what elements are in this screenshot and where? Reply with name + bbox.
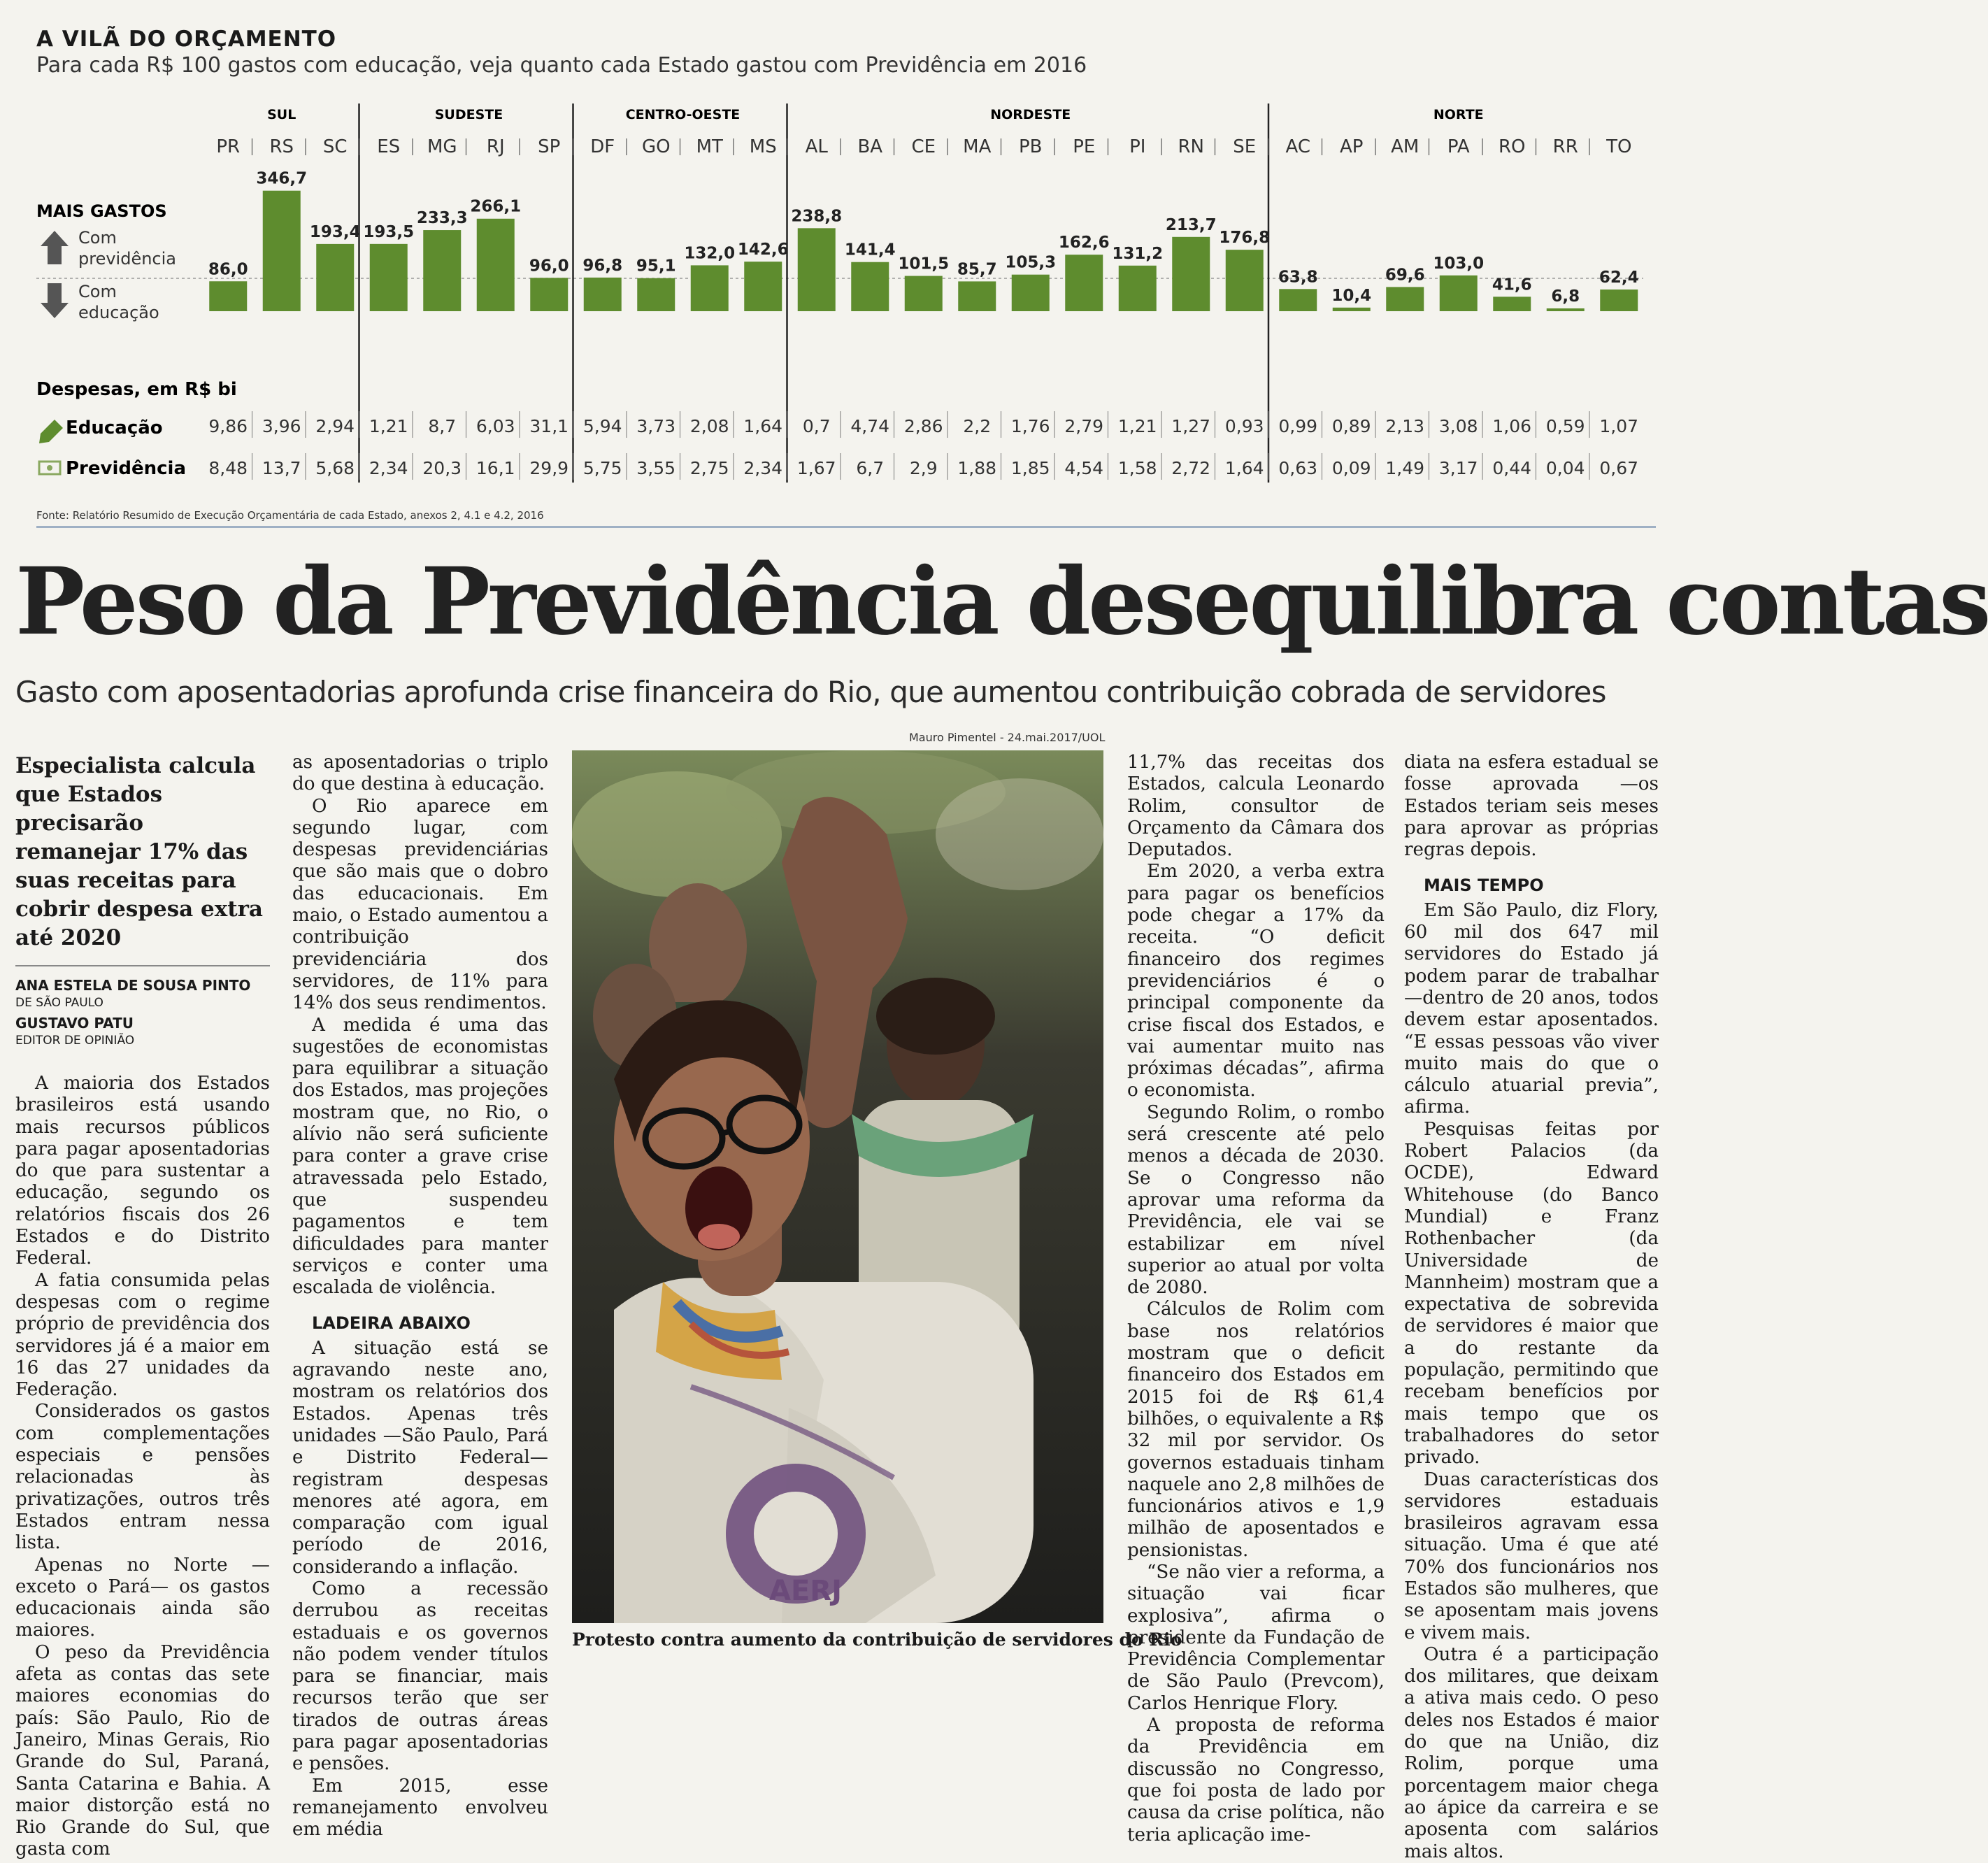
education-value: 1,64: [743, 416, 783, 436]
pension-value: 29,9: [529, 458, 569, 478]
pension-value: 3,17: [1438, 458, 1478, 478]
paragraph: Duas características dos servidores estaduais brasileiros agravam essa situação. Uma é que até 70% dos funcionários nos Estados são mulheres, que se aposentam mais jovens e vivem mais.: [1404, 1469, 1659, 1643]
legend-down-label-1: Com: [78, 282, 117, 301]
pension-value: 1,58: [1117, 458, 1157, 478]
bar-ma: [958, 281, 996, 311]
paragraph: A fatia consumida pelas despesas com o regime próprio de previdência dos servidores já é a maior em 16 das 27 unidades da Federação.: [15, 1269, 270, 1401]
education-value: 0,99: [1278, 416, 1318, 436]
paragraph: Apenas no Norte —exceto o Pará— os gastos educacionais ainda são maiores.: [15, 1554, 270, 1641]
value-label: 193,5: [363, 222, 415, 241]
author-1: ANA ESTELA DE SOUSA PINTO: [15, 977, 251, 994]
value-label: 238,8: [791, 207, 843, 226]
region-label: NORDESTE: [990, 107, 1071, 122]
pension-value: 1,67: [796, 458, 836, 478]
paragraph: Em 2015, esse remanejamento envolveu em média: [292, 1775, 548, 1841]
pension-value: 0,04: [1545, 458, 1585, 478]
pension-value: 0,44: [1492, 458, 1532, 478]
state-label: SP: [538, 136, 561, 157]
value-label: 141,4: [844, 241, 896, 259]
bar-pr: [209, 281, 247, 311]
state-label: SC: [322, 136, 348, 157]
infographic-subtitle: Para cada R$ 100 gastos com educação, veja quanto cada Estado gastou com Previdência em 2016: [36, 53, 1087, 78]
education-value: 6,03: [475, 416, 515, 436]
bar-rj: [477, 219, 515, 311]
state-label: RS: [269, 136, 294, 157]
state-label: MA: [963, 136, 992, 157]
pension-value: 0,09: [1331, 458, 1371, 478]
state-label: AM: [1391, 136, 1420, 157]
deck: Gasto com aposentadorias aprofunda crise financeira do Rio, que aumentou contribuição cobrada de servidores: [15, 675, 1606, 709]
pension-value: 5,68: [315, 458, 355, 478]
education-value: 0,89: [1331, 416, 1371, 436]
bar-sc: [316, 244, 354, 311]
value-label: 233,3: [416, 209, 468, 228]
value-label: 346,7: [256, 169, 308, 188]
education-value: 5,94: [582, 416, 622, 436]
byline-rule: [15, 965, 270, 966]
arrow-down-icon: [41, 283, 69, 318]
bar-al: [798, 228, 836, 311]
state-label: DF: [590, 136, 615, 157]
region-label: SUDESTE: [434, 107, 503, 122]
pension-value: 13,7: [262, 458, 301, 478]
state-label: BA: [857, 136, 883, 157]
value-label: 63,8: [1278, 268, 1318, 287]
bar-df: [584, 278, 622, 311]
author-2-role: EDITOR DE OPINIÃO: [15, 1034, 135, 1048]
pension-value: 0,63: [1278, 458, 1318, 478]
education-value: 3,73: [636, 416, 676, 436]
education-value: 1,21: [1117, 416, 1157, 436]
education-value: 0,93: [1224, 416, 1264, 436]
education-value: 2,94: [315, 416, 355, 436]
pension-value: 4,54: [1064, 458, 1104, 478]
headline: Peso da Previdência desequilibra contas: [15, 548, 1988, 656]
state-label: ES: [377, 136, 401, 157]
value-label: 132,0: [684, 244, 736, 263]
bar-ce: [905, 276, 943, 311]
state-label: PA: [1447, 136, 1470, 157]
bar-ro: [1493, 297, 1531, 311]
bar-pi: [1119, 266, 1157, 311]
bar-pb: [1012, 275, 1050, 311]
education-value: 0,59: [1545, 416, 1585, 436]
bar-ac: [1279, 289, 1317, 311]
pension-value: 2,34: [369, 458, 408, 478]
paragraph: Segundo Rolim, o rombo será crescente até pelo menos a década de 2030. Se o Congresso não aprovar uma reforma da Previdência, ele vai se estabilizar em nível superior ao atual por volta de 2080.: [1127, 1101, 1385, 1299]
state-label: PR: [216, 136, 241, 157]
author-1-role: DE SÃO PAULO: [15, 996, 103, 1010]
pension-value: 2,34: [743, 458, 783, 478]
value-label: 176,8: [1219, 229, 1271, 248]
education-value: 2,08: [689, 416, 729, 436]
state-label: PB: [1018, 136, 1043, 157]
state-label: RR: [1552, 136, 1578, 157]
protest-photo: [572, 750, 1103, 1623]
state-label: AC: [1285, 136, 1310, 157]
byline: [15, 976, 270, 1049]
paragraph: A medida é uma das sugestões de economistas para equilibrar a situação dos Estados, mas projeções mostram que, no Rio, o alívio não será suficiente para conter a grave crise atravessada pelo Estado, que suspendeu pagamentos e tem dificuldades para manter serviços e conter uma escalada de violência.: [292, 1014, 548, 1299]
table-title: Despesas, em R$ bi: [36, 379, 237, 400]
pension-value: 2,72: [1171, 458, 1211, 478]
photo-caption: Protesto contra aumento da contribuição de servidores do Rio: [572, 1629, 1182, 1650]
pension-value: 1,85: [1010, 458, 1050, 478]
source-note: Fonte: Relatório Resumido de Execução Orçamentária de cada Estado, anexos 2, 4.1 e 4.2, 2016: [36, 509, 544, 522]
bar-se: [1226, 250, 1264, 311]
arrow-up-icon: [41, 231, 69, 264]
state-label: AP: [1340, 136, 1364, 157]
pension-value: 1,64: [1224, 458, 1264, 478]
bar-pa: [1440, 276, 1478, 311]
bar-go: [637, 278, 675, 311]
legend-up-label-2: previdência: [78, 249, 176, 269]
value-label: 96,0: [529, 257, 569, 276]
education-value: 1,06: [1492, 416, 1532, 436]
paragraph: A maioria dos Estados brasileiros está usando mais recursos públicos para pagar aposentadorias do que para sustentar a educação, segundo os relatórios fiscais dos 26 Estados e do Distrito Federal.: [15, 1073, 270, 1269]
state-label: MS: [749, 136, 777, 157]
pension-value: 6,7: [856, 458, 885, 478]
infographic-title: A VILÃ DO ORÇAMENTO: [36, 27, 337, 52]
legend-up-label-1: Com: [78, 228, 117, 248]
legend-title: MAIS GASTOS: [36, 201, 167, 221]
value-label: 193,4: [309, 222, 361, 241]
state-label: RO: [1498, 136, 1526, 157]
state-label: PI: [1129, 136, 1146, 157]
value-label: 103,0: [1433, 254, 1485, 273]
education-value: 8,7: [428, 416, 457, 436]
value-label: 142,6: [737, 241, 789, 259]
pension-value: 16,1: [475, 458, 515, 478]
bar-rs: [263, 191, 301, 311]
pension-value: 0,67: [1599, 458, 1639, 478]
value-label: 85,7: [957, 260, 997, 279]
state-label: PE: [1073, 136, 1096, 157]
column-1: [15, 752, 270, 1861]
education-value: 2,86: [903, 416, 943, 436]
bar-rr: [1547, 308, 1585, 311]
legend-down-label-2: educação: [78, 303, 159, 322]
column-5: [1404, 752, 1659, 1863]
education-value: 2,79: [1064, 416, 1104, 436]
bar-sp: [530, 278, 568, 311]
education-value: 0,7: [802, 416, 831, 436]
education-value: 31,1: [529, 416, 569, 436]
bar-mg: [423, 230, 461, 311]
education-value: 3,08: [1438, 416, 1478, 436]
value-label: 131,2: [1112, 244, 1164, 263]
paragraph: Outra é a participação dos militares, que deixam a ativa mais cedo. O peso deles nos Estados é maior do que na União, diz Rolim, porque uma porcentagem maior chega ao ápice da carreira e se aposenta com salários mais altos.: [1404, 1643, 1659, 1862]
paragraph: Pesquisas feitas por Robert Palacios (da OCDE), Edward Whitehouse (do Banco Mundial) e Franz Rothenbacher (da Universidade de Mannheim) mostram que a expectativa de sobrevida de servidores é maior que a do restante da população, permitindo que recebam benefícios por mais tempo que os trabalhadores do setor privado.: [1404, 1118, 1659, 1469]
photo-credit: Mauro Pimentel - 24.mai.2017/UOL: [909, 731, 1106, 744]
value-label: 86,0: [208, 260, 248, 279]
summary: Especialista calcula que Estados precisarão remanejar 17% das suas receitas para cobrir despesa extra até 2020: [15, 753, 263, 950]
row-pension-label: Previdência: [66, 458, 186, 479]
bar-es: [370, 244, 408, 311]
paragraph: 11,7% das receitas dos Estados, calcula Leonardo Rolim, consultor de Orçamento da Câmara dos Deputados.: [1127, 752, 1385, 861]
bar-ba: [851, 262, 889, 311]
bar-rn: [1172, 237, 1210, 311]
value-label: 10,4: [1331, 286, 1372, 305]
region-label: CENTRO-OESTE: [625, 107, 741, 122]
education-value: 1,21: [369, 416, 408, 436]
state-label: RN: [1178, 136, 1205, 157]
paragraph: Como a recessão derrubou as receitas estaduais e os governos não podem vender títulos para se financiar, mais recursos terão que ser tirados de outras áreas para pagar aposentadorias e pensões.: [292, 1578, 548, 1775]
row-label-education: [39, 417, 163, 443]
row-label-pension: [39, 458, 186, 479]
subhead: LADEIRA ABAIXO: [312, 1313, 471, 1334]
value-label: 69,6: [1385, 266, 1425, 285]
education-value: 4,74: [850, 416, 890, 436]
state-label: AL: [805, 136, 828, 157]
paragraph: A situação está se agravando neste ano, mostram os relatórios dos Estados. Apenas três unidades —São Paulo, Pará e Distrito Federal— registram despesas menores até agora, em comparação com igual período de 2016, considerando a inflação.: [292, 1337, 548, 1578]
education-value: 2,13: [1385, 416, 1425, 436]
bar-pe: [1065, 255, 1103, 311]
value-label: 62,4: [1599, 268, 1639, 287]
education-value: 1,07: [1599, 416, 1639, 436]
paragraph: O Rio aparece em segundo lugar, com despesas previdenciárias que são mais que o dobro das educacionais. Em maio, o Estado aumentou a contribuição previdenciária dos servidores, de 11% para 14% dos seus rendimentos.: [292, 795, 548, 1014]
column-4: [1127, 752, 1385, 1846]
pension-value: 1,49: [1385, 458, 1425, 478]
value-label: 41,6: [1492, 276, 1532, 294]
pension-value: 2,75: [689, 458, 729, 478]
education-value: 1,76: [1010, 416, 1050, 436]
region-label: SUL: [267, 107, 296, 122]
value-label: 266,1: [470, 197, 522, 216]
value-label: 105,3: [1005, 253, 1057, 272]
paragraph: Em São Paulo, diz Flory, 60 mil dos 647 mil servidores do Estado já podem parar de trabalhar —dentro de 20 anos, todos devem estar aposentados. “E essas pessoas vão viver muito mais do que o cálculo atuarial previa”, afirma.: [1404, 899, 1659, 1118]
bar-mt: [691, 265, 729, 311]
education-value: 3,96: [262, 416, 301, 436]
pension-value: 2,9: [909, 458, 938, 478]
row-education-label: Educação: [66, 417, 163, 438]
state-label: MG: [427, 136, 457, 157]
education-value: 1,27: [1171, 416, 1211, 436]
paragraph: “Se não vier a reforma, a situação vai ficar explosiva”, afirma o presidente da Fundação de Previdência Complementar de São Paulo (Prevcom), Carlos Henrique Flory.: [1127, 1561, 1385, 1714]
value-label: 95,1: [636, 257, 676, 276]
paragraph: as aposentadorias o triplo do que destina à educação.: [292, 752, 548, 795]
chart-body: [208, 104, 1639, 483]
value-label: 96,8: [582, 256, 623, 275]
value-label: 162,6: [1058, 234, 1110, 252]
value-label: 213,7: [1165, 215, 1217, 234]
bar-chart: [0, 0, 1671, 518]
author-2: GUSTAVO PATU: [15, 1015, 134, 1032]
state-label: CE: [911, 136, 936, 157]
value-label: 101,5: [898, 255, 950, 273]
paragraph: O peso da Previdência afeta as contas das sete maiores economias do país: São Paulo, Rio de Janeiro, Minas Gerais, Rio Grande do Sul, Paraná, Santa Catarina e Bahia. A maior distorção está no Rio Grande do Sul, que gasta com: [15, 1641, 270, 1860]
pension-value: 20,3: [422, 458, 462, 478]
bar-ms: [744, 262, 782, 311]
shirt-text: AERJ: [769, 1575, 842, 1607]
pension-value: 8,48: [208, 458, 248, 478]
pencil-icon: [39, 420, 63, 443]
column-2: [292, 752, 548, 1841]
paragraph: Em 2020, a verba extra para pagar os benefícios pode chegar a 17% da receita. “O deficit financeiro dos regimes previdenciários é o principal componente da crise fiscal dos Estados, e vai aumentar muito nas próximas décadas”, afirma o economista.: [1127, 861, 1385, 1101]
value-label: 6,8: [1551, 287, 1580, 306]
bar-to: [1600, 290, 1638, 311]
pension-value: 3,55: [636, 458, 676, 478]
state-label: SE: [1233, 136, 1257, 157]
infographic: [0, 0, 1671, 531]
pension-value: 5,75: [582, 458, 622, 478]
paragraph: Considerados os gastos com complementações especiais e pensões relacionadas às privatizações, outros três Estados entram nessa lista.: [15, 1401, 270, 1554]
bar-am: [1386, 287, 1424, 311]
paragraph: diata na esfera estadual se fosse aprovada —os Estados teriam seis meses para aprovar as próprias regras depois.: [1404, 752, 1659, 861]
state-label: RJ: [486, 136, 505, 157]
paragraph: Cálculos de Rolim com base nos relatórios mostram que o deficit financeiro dos Estados em 2015 foi de R$ 61,4 bilhões, o equivalente a R$ 32 mil por servidor. Os governos estaduais tinham naquele ano 2,8 milhões de funcionários ativos e 1,9 milhão de aposentados e pensionistas.: [1127, 1299, 1385, 1561]
education-value: 2,2: [963, 416, 992, 436]
paragraph: A proposta de reforma da Previdência em discussão no Congresso, que foi posta de lado por causa da crise política, não teria aplicação ime-: [1127, 1715, 1385, 1846]
pension-value: 1,88: [957, 458, 997, 478]
state-label: TO: [1606, 136, 1632, 157]
bar-ap: [1333, 308, 1371, 311]
region-label: NORTE: [1433, 107, 1484, 122]
state-label: MT: [696, 136, 723, 157]
section-divider: [36, 526, 1656, 528]
subhead: MAIS TEMPO: [1424, 876, 1544, 896]
state-label: GO: [641, 136, 671, 157]
education-value: 9,86: [208, 416, 248, 436]
